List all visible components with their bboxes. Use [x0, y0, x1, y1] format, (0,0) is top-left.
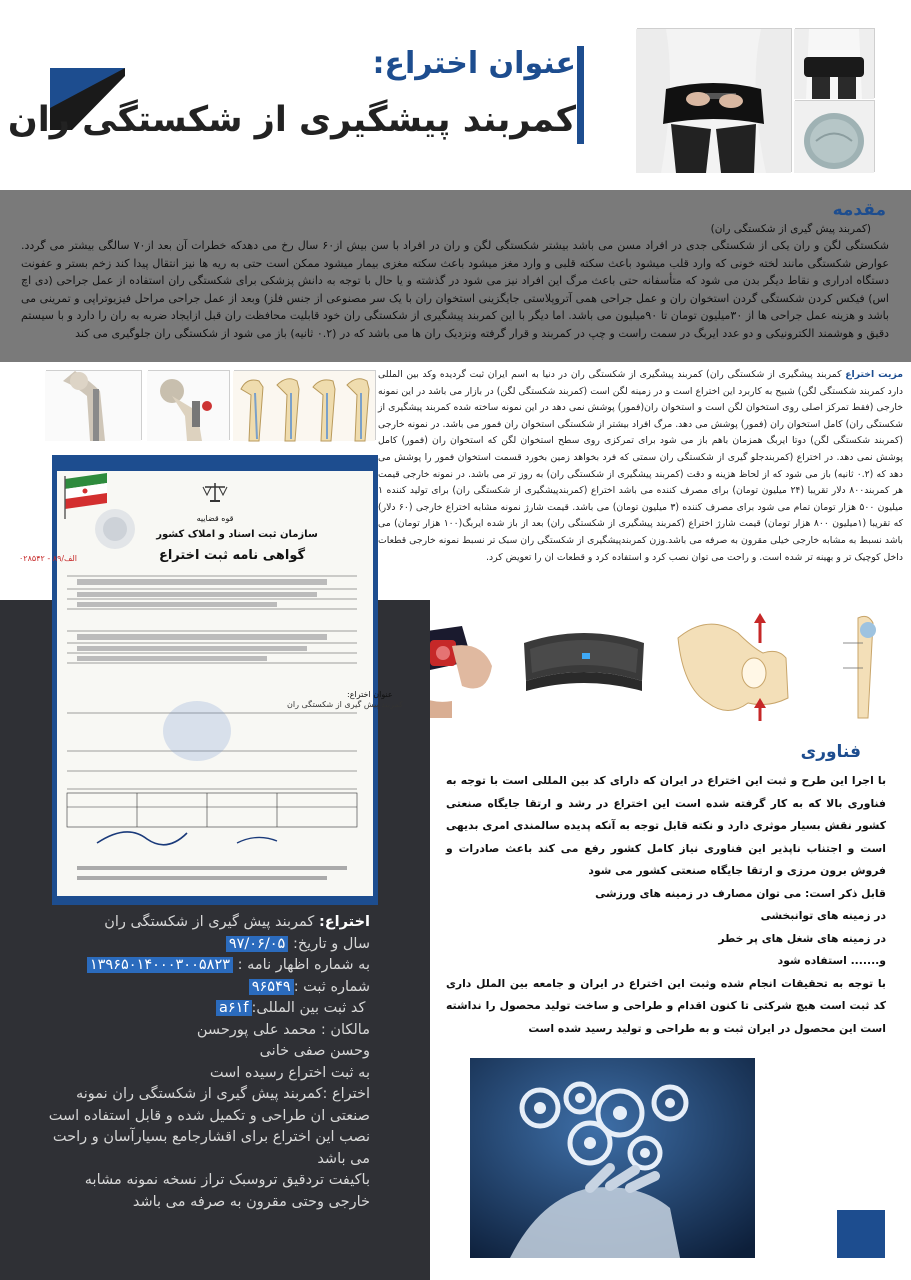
intro-section: [0, 190, 911, 362]
technology-heading: فناوری: [800, 742, 861, 762]
intl-code-value: a۶۱f: [216, 1000, 252, 1016]
xray-image-1: [46, 370, 142, 440]
intro-paragraph: شکستگی لگن و ران یکی از شکستگی جدی در افراد مسن می باشد بیشتر شکستگی لگن و ران در افراد با سن بیش از۶۰ سال رخ می دهدکه خطرات آن بعد از۷۰ سالگی بیشتر می گردد. عوارض شکستگی مانند لخته خونی که وارد قلب میشود باعث سکته قلبی و وارد مغز میشود باعث سکته مغزی بیمار میشود ممکن است حتی به ریه ها نیز انتقال پیدا کند زخم بستر و عفونت دستگاه ادراری و نقاط دیگر بدن می شود که متأسفانه حتی باعث مرگ این افراد نیز می شود در گذشته و یا حال با توجه به دانش پزشکی برای شکستگی ران استفاده از عمل جراحی (دی اچ اس) فیکس کردن شکستگی گردن استخوان ران و عمل جراحی همی آتروپلاستی جایگزینی استخوان ران با یک سر مصنوعی از جنس فلز) وبعد از عمل جراحی مراحل فیزیوتراپی و تمرینی می باشد و هزینه عمل جراحی ها از ۳۰میلیون تومان تا ۹۰میلیون می باشد. اما دیگر با این کمربند پیشگیری از شکستگی ران خود قابلیت محافظت ران قبل ازایجاد ضربه به ران را دارد و با سیستم دقیق و هوشمند الکترونیکی و دو عدد ایربگ در سمت راست و چپ در کمربند و قرار گرفته ونزدیک ران ها می باشد که در (۰.۲ ثانیه) باز می شود از شکستگی ران جلوگیری می کند: [21, 239, 889, 340]
tech-paragraph-2: قابل ذکر است: می توان مصارف در زمینه های ورزشی: [595, 886, 886, 900]
tech-paragraph-5: و....... استفاده شود: [777, 954, 886, 967]
intro-heading: مقدمه: [832, 200, 886, 220]
advantages-label: مزیت اختراع: [845, 369, 903, 380]
tech-paragraph-1: با اجرا این طرح و ثبت این اختراع در ایران که دارای کد بین المللی است با توجه به فناوری بالا که به کار گرفته شده است این اختراع در رشد و ارتقا جایگاه صنعتی کشور نقش بسیار موثری دارد و نکته قابل توجه به آنکه پدیده سالمندی امری بدیهی است و اجتناب ناپذیر این فناوری نیاز کامل کشور رفع می کند باعث صادرات و فروش برون مرزی و ارتقا جایگاه صنعتی کشور می شود: [446, 774, 886, 877]
date-value: ۹۷/۰۶/۰۵: [226, 936, 289, 952]
page-title: کمربند پیشگیری از شکستگی ران: [7, 100, 576, 140]
intro-subtitle: (کمربند پیش گیری از شکستگی ران): [710, 223, 871, 235]
belt-rear-photo: [795, 28, 875, 98]
certificate-field-title: عنوان اختراع:: [347, 690, 393, 699]
registration-value: ۹۶۵۴۹: [249, 979, 294, 995]
description-3: باکیفت تردقیق تروسبک تراز نسخه نمونه مشابه خارجی وحتی مقرون به صرفه می باشد: [84, 1172, 370, 1210]
registration-label: شماره ثبت :: [293, 978, 370, 995]
date-label: سال و تاریخ:: [292, 935, 370, 952]
certificate-serial: الف/۸۹ - ۰۲۸۵۴۲: [19, 554, 77, 563]
owners-line-2: وحسن صفی خانی: [259, 1043, 370, 1059]
invention-name: کمربند پیش گیری از شکستگی ران: [104, 914, 315, 930]
declaration-value: ۱۳۹۶۵۰۱۴۰۰۰۳۰۰۵۸۲۳: [87, 957, 233, 973]
svg-text:قوه قضاییه: قوه قضاییه: [196, 514, 234, 523]
status-line: به ثبت اختراع رسیده است: [209, 1064, 370, 1081]
title-divider: [577, 46, 584, 144]
advantages-paragraph: [378, 367, 903, 566]
certificate-field-value: کمربند پیش گیری از شکستگی ران: [287, 700, 403, 709]
pelvis-anatomy-diagram: [668, 608, 905, 723]
declaration-label: به شماره اظهار نامه :: [237, 957, 370, 973]
intl-code-label: کد ثبت بین المللی:: [251, 1000, 366, 1016]
technology-section: [446, 770, 886, 1040]
belt-product-photo: [516, 613, 652, 721]
certificate-org: سازمان ثبت اسناد و املاک کشور: [156, 529, 318, 540]
decorative-square: [837, 1210, 885, 1258]
invention-label: اختراع:: [318, 914, 370, 930]
description-1: اختراع :کمربند پیش گیری از شکستگی ران نمونه صنعتی ان طراحی و تکمیل شده و قابل استفاده است: [48, 1086, 370, 1124]
tech-paragraph-3: در زمینه های توانبخشی: [760, 909, 886, 922]
certificate-info: [40, 912, 370, 1213]
xray-image-2: [148, 370, 230, 440]
owners-line: مالکان : محمد علی پورحسن: [196, 1021, 370, 1038]
title-label: عنوان اختراع:: [372, 46, 576, 81]
belt-worn-photo: [637, 28, 792, 172]
description-2: نصب این اختراع برای اقشارجامع بسیارآسان و راحت می باشد: [52, 1129, 370, 1167]
patent-certificate: [19, 471, 403, 896]
tech-paragraph-6: با توجه به تحقیقات انجام شده وثبت این اختراع در ایران و جامعه بین الملل داری کد ثبت است هیچ شرکتی تا کنون اقدام و طراحی و ساخت تولید محصول را نداشته است این محصول در ایران ثبت و به طراحی و تولید رسید شده است: [446, 976, 886, 1035]
page-header: [0, 0, 911, 190]
certificate-title: گواهی نامه ثبت اختراع: [158, 548, 306, 563]
tech-paragraph-4: در زمینه های شغل های پر خطر: [718, 931, 886, 945]
advantages-text: کمربند پیشگیری از شکستگی ران) کمربند پیشگیری از شکستگی ران در دنیا به اسم ایران ثبت گردیده وکد بین المللی دارد کمربند شکستگی لگن) شبیح به کاربرد این اختراع است و در زمینه لگن است (کمربند شکستگی لگن) در بازار می باشد در این نمونه خارجی (فقط تمرکز اصلی روی استخوان لگن است و استخوان ران(فمور) پوشش نمی دهد در این نمونه ساخته شده کمربند پیشگیری از شکستگی ران) کامل استخوان ران (فمور) پوشش می دهد. مرگ افراد بیشتر از شکستگی استخوان ران فمور می باشد. در نمونه خارجی (کمربند شکستگی لگن) دوتا ایربگ همزمان باهم باز می شود برای تمرکزی روی سطح استخوان لگن که استخوان ران (فمور) کامل پوشش نمی دهد. در اختراع (کمربندجلو گیری از شکستگی ران سمتی که فرد بخواهد زمین بخورد قسمت استخوان فمور را پوشش می دهد که (۰.۲ ثانیه) باز می شود که از لحاظ هزینه و دقت (کمربند پیشگیری از شکستگی ران) به روز تر می باشد. در نمونه خارجی قیمت هر کمربند۸۰۰ دلار تقریبا (۲۴ میلیون تومان) برای مصرف کننده می باشد اختراع (کمربندپیشگیری از شکستگی ران) برای تولید کننده ۱ میلیون ۵۰۰ هزار تومان تمام می شود برای مصرف کننده (۳ میلیون تومان) می باشد. قیمت شارژ نمونه مشابه اختراع خارجی (۶۰ دلار) که تقریبا (۱میلیون ۸۰۰ هزار تومان) قیمت شارژ اختراع (کمربند پیشگیری از شکستگی ران) بعد از باز شده ایربگ(۱۰۰ هزار تومان) می باشد نسبط به مشابه خارجی خیلی مقرون به صرفه می باشد.وزن کمربندپیشگیری از شکستگی ران سبک تر نسبط نمونه خارجی قطعات داخل کوچیک تر و بهینه تر شده است. و راحت می توان نصب کرد و استفاده کرد و قطعات ان را تعویض کرد.: [378, 369, 903, 563]
gears-hand-image: [470, 1058, 755, 1258]
femur-fracture-diagram: [234, 370, 376, 440]
airbag-deployed-photo: [795, 100, 875, 172]
